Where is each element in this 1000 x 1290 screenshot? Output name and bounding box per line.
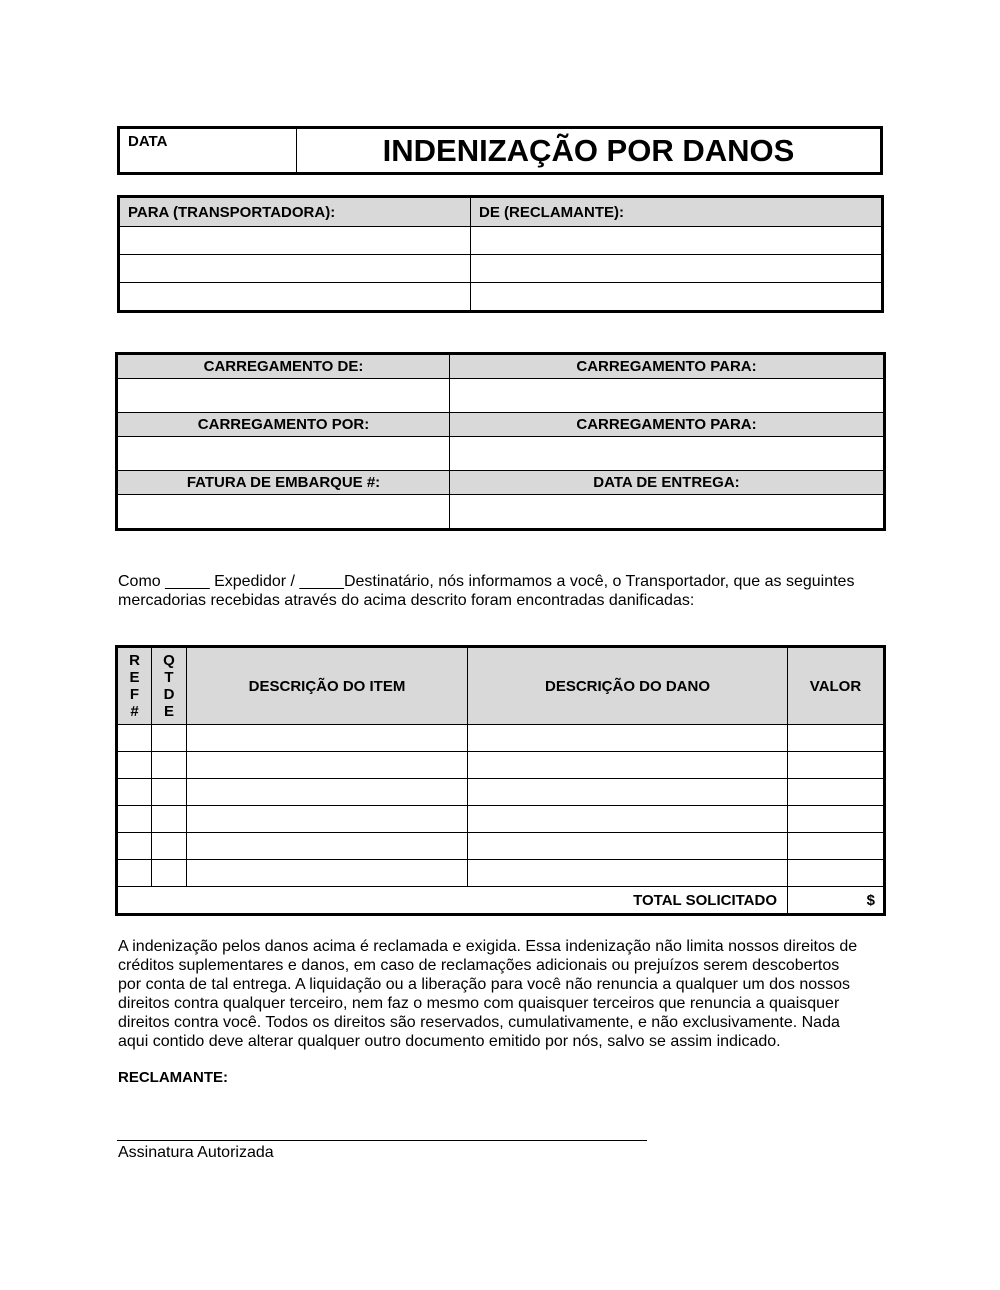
shipped-by-label: CARREGAMENTO POR: <box>117 413 450 437</box>
bill-of-lading-label: FATURA DE EMBARQUE #: <box>117 471 450 495</box>
qty-cell[interactable] <box>152 725 187 752</box>
claimant-field[interactable] <box>471 283 883 312</box>
qty-letter: Q <box>163 652 175 669</box>
signature-caption: Assinatura Autorizada <box>118 1144 274 1161</box>
ref-cell[interactable] <box>117 833 152 860</box>
damage-cell[interactable] <box>468 779 788 806</box>
ref-header <box>117 647 152 725</box>
date-field[interactable] <box>120 129 297 172</box>
signature-line[interactable] <box>117 1140 647 1141</box>
value-cell[interactable] <box>788 752 885 779</box>
shipped-from-label: CARREGAMENTO DE: <box>117 354 450 379</box>
value-cell[interactable] <box>788 806 885 833</box>
shipped-from-field[interactable] <box>117 379 450 413</box>
damage-cell[interactable] <box>468 860 788 887</box>
table-row <box>117 752 885 779</box>
ref-cell[interactable] <box>117 860 152 887</box>
ref-cell[interactable] <box>117 752 152 779</box>
item-cell[interactable] <box>187 752 468 779</box>
intro-line: mercadorias recebidas através do acima descrito foram encontradas danificadas: <box>118 592 695 609</box>
claim-line: A indenização pelos danos acima é reclamada e exigida. Essa indenização não limita nossos direitos de <box>118 938 858 955</box>
shipped-to-field[interactable] <box>450 379 885 413</box>
claim-line: direitos contra você. Todos os direitos são reservados, cumulativamente, e não exclusivamente. Nada <box>118 1014 840 1031</box>
page-title: INDENIZAÇÃO POR DANOS <box>382 133 795 168</box>
qty-header <box>152 647 187 725</box>
ref-letter: R <box>129 652 140 669</box>
shipped-to-label: CARREGAMENTO PARA: <box>450 354 885 379</box>
qty-cell[interactable] <box>152 860 187 887</box>
table-row <box>117 833 885 860</box>
damage-description-header: DESCRIÇÃO DO DANO <box>468 647 788 725</box>
item-cell[interactable] <box>187 860 468 887</box>
item-cell[interactable] <box>187 725 468 752</box>
value-cell[interactable] <box>788 833 885 860</box>
damaged-items-table <box>115 645 886 916</box>
shipped-to-field-2[interactable] <box>450 437 885 471</box>
ref-cell[interactable] <box>117 779 152 806</box>
damage-cell[interactable] <box>468 806 788 833</box>
qty-letter: T <box>164 669 174 686</box>
carrier-label: PARA (TRANSPORTADORA): <box>119 197 471 227</box>
ref-letter: # <box>130 703 139 720</box>
intro-paragraph <box>118 572 888 610</box>
shipped-to-label-2: CARREGAMENTO PARA: <box>450 413 885 437</box>
qty-cell[interactable] <box>152 752 187 779</box>
intro-line: Como _____ Expedidor / _____Destinatário, nós informamos a você, o Transportador, que as seguintes <box>118 573 855 590</box>
claim-line: por conta de tal entrega. A liquidação ou a liberação para você não renuncia a qualquer um dos nossos <box>118 976 851 993</box>
qty-cell[interactable] <box>152 779 187 806</box>
claim-line: aqui contido deve alterar qualquer outro documento emitido por nós, salvo se assim indicado. <box>118 1033 781 1050</box>
carrier-field[interactable] <box>119 255 471 283</box>
claimant-field[interactable] <box>471 227 883 255</box>
carrier-field[interactable] <box>119 227 471 255</box>
ref-letter: E <box>129 669 140 686</box>
claimant-signature-label: RECLAMANTE: <box>118 1069 228 1086</box>
item-cell[interactable] <box>187 833 468 860</box>
table-row <box>117 860 885 887</box>
ref-cell[interactable] <box>117 725 152 752</box>
claimant-label: DE (RECLAMANTE): <box>471 197 883 227</box>
bill-of-lading-field[interactable] <box>117 495 450 530</box>
qty-cell[interactable] <box>152 833 187 860</box>
item-description-header: DESCRIÇÃO DO ITEM <box>187 647 468 725</box>
qty-letter: E <box>163 703 174 720</box>
item-cell[interactable] <box>187 779 468 806</box>
item-cell[interactable] <box>187 806 468 833</box>
total-row <box>117 887 885 915</box>
claim-line: créditos suplementares e danos, em caso de reclamações adicionais ou prejuízos serem descobertos <box>118 957 840 974</box>
total-value-field[interactable] <box>788 887 885 915</box>
damage-cell[interactable] <box>468 752 788 779</box>
value-cell[interactable] <box>788 779 885 806</box>
header-box <box>117 126 883 175</box>
value-cell[interactable] <box>788 860 885 887</box>
table-row <box>117 725 885 752</box>
table-row <box>117 806 885 833</box>
value-header: VALOR <box>788 647 885 725</box>
claim-paragraph <box>118 937 888 1051</box>
shipment-table <box>115 352 886 531</box>
parties-table <box>117 195 884 313</box>
currency-symbol: $ <box>866 891 875 909</box>
shipped-by-field[interactable] <box>117 437 450 471</box>
carrier-field[interactable] <box>119 283 471 312</box>
date-label: DATA <box>128 133 168 150</box>
total-label: TOTAL SOLICITADO <box>117 887 788 915</box>
table-row <box>117 779 885 806</box>
qty-cell[interactable] <box>152 806 187 833</box>
value-cell[interactable] <box>788 725 885 752</box>
claim-line: direitos contra qualquer terceiro, nem faz o mesmo com quaisquer terceiros que renuncia a quaisquer <box>118 995 840 1012</box>
ref-letter: F <box>129 686 140 703</box>
delivery-date-field[interactable] <box>450 495 885 530</box>
damage-cell[interactable] <box>468 725 788 752</box>
claimant-field[interactable] <box>471 255 883 283</box>
ref-cell[interactable] <box>117 806 152 833</box>
damage-cell[interactable] <box>468 833 788 860</box>
delivery-date-label: DATA DE ENTREGA: <box>450 471 885 495</box>
qty-letter: D <box>163 686 175 703</box>
